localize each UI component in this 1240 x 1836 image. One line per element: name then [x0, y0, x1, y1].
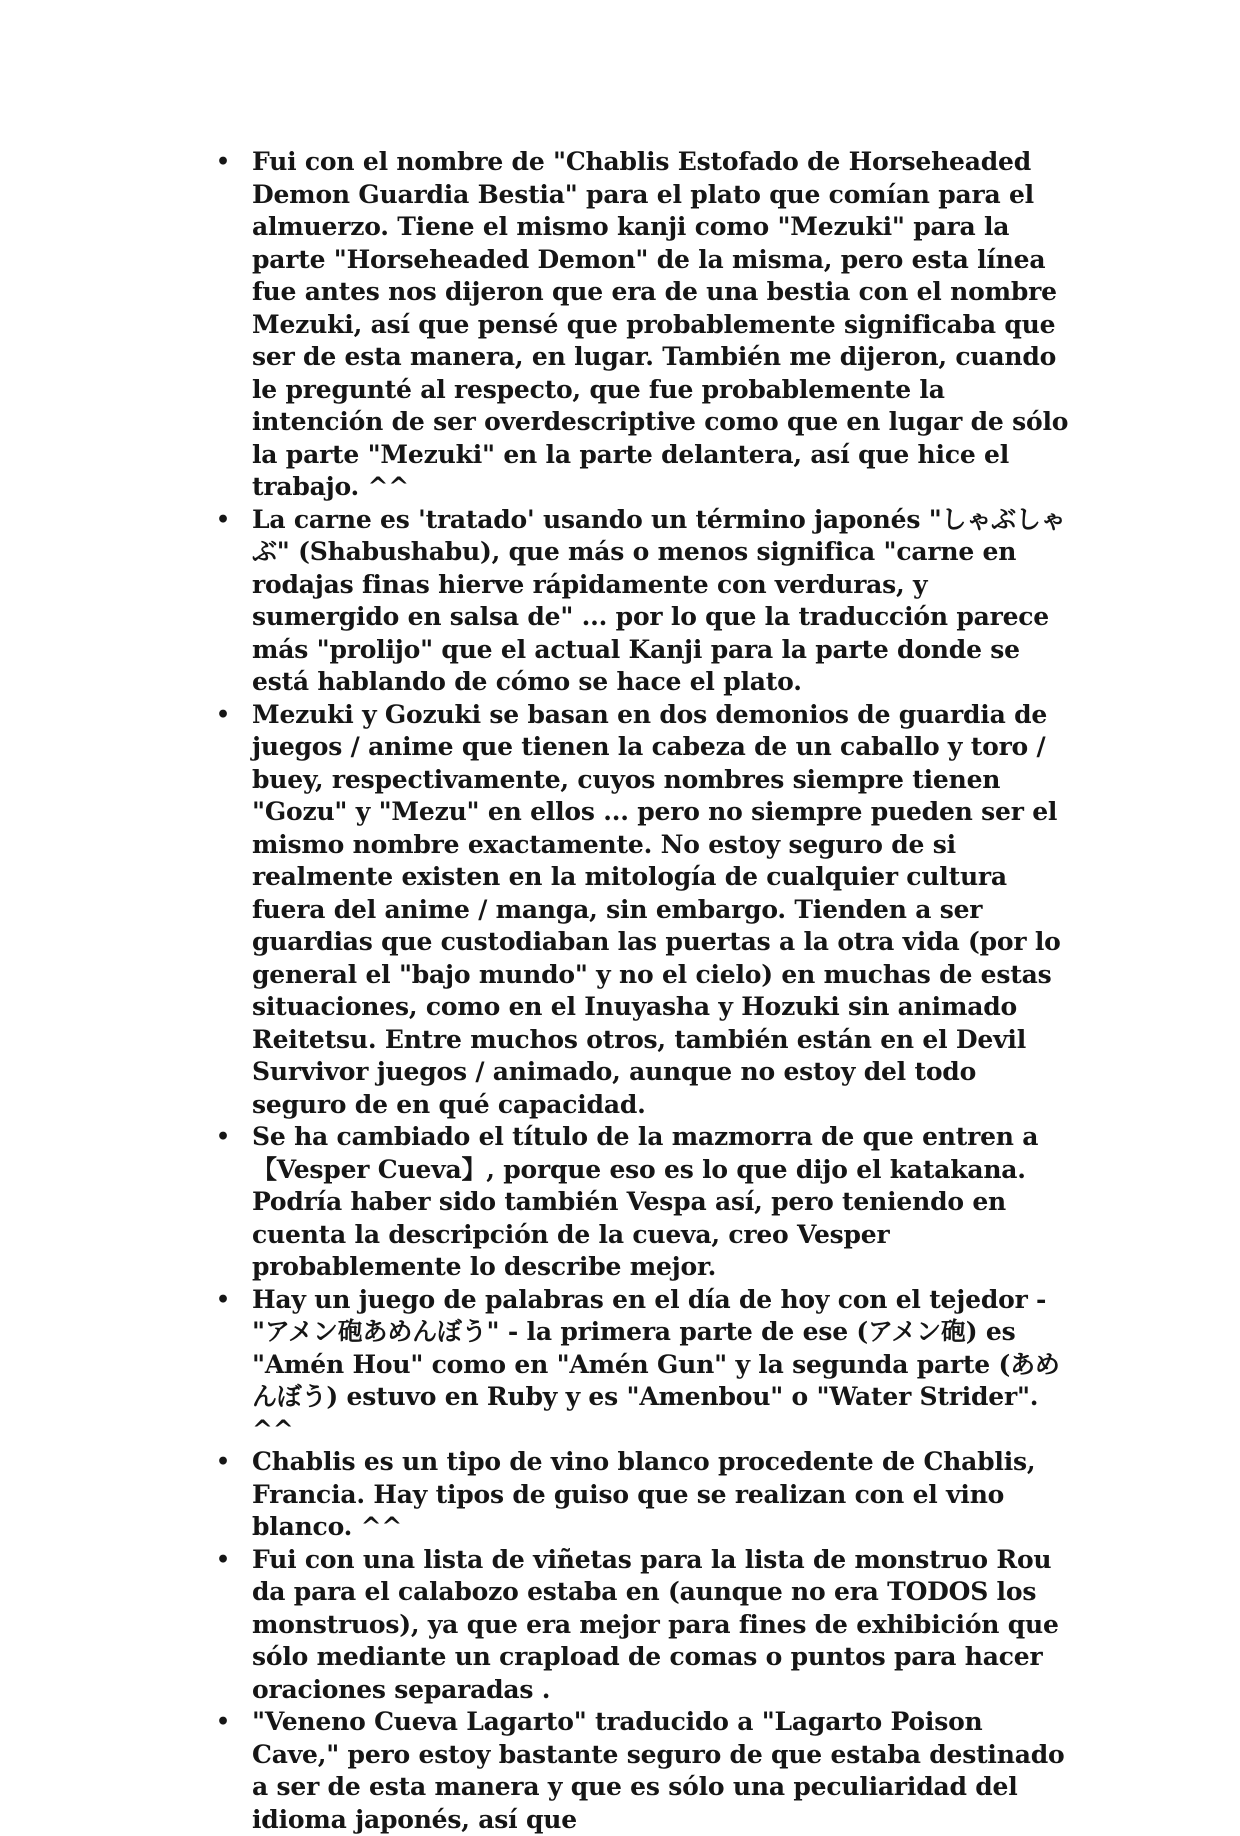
note-text: Fui con el nombre de "Chablis Estofado de Horseheaded Demon Guardia Bestia" para el plato que comían para el almuerzo. Tiene el mismo kanji como "Mezuki" para la parte "Horseheaded Demon" de la misma, pero esta línea fue antes nos dijeron que era de una bestia con el nombre Mezuki, así que pensé que probablemente significaba que ser de esta manera, en lugar. También me dijeron, cuando le pregunté al respecto, que fue probablemente la intención de ser overdescriptive como que en lugar de sólo la parte "Mezuki" en la parte delantera, así que hice el trabajo. ^^: [252, 147, 1069, 501]
list-item: [214, 1284, 1072, 1447]
note-text: Se ha cambiado el título de la mazmorra de que entren a 【Vesper Cueva】, porque eso es lo que dijo el katakana. Podría haber sido también Vespa así, pero teniendo en cuenta la descripción de la cueva, creo Vesper probablemente lo describe mejor.: [252, 1122, 1039, 1281]
note-text: Chablis es un tipo de vino blanco procedente de Chablis, Francia. Hay tipos de guiso que se realizan con el vino blanco. ^^: [252, 1447, 1036, 1541]
bullet-icon: •: [216, 1124, 230, 1150]
list-item: [214, 146, 1072, 504]
bullet-icon: •: [216, 1286, 230, 1313]
note-text: Fui con una lista de viñetas para la lista de monstruo Rou da para el calabozo estaba en (aunque no era TODOS los monstruos), ya que era mejor para fines de exhibición que sólo mediante un crapload de comas o puntos para hacer oraciones separadas .: [252, 1544, 1059, 1704]
note-text: "Veneno Cueva Lagarto" traducido a "Lagarto Poison Cave," pero estoy bastante seguro de que estaba destinado a ser de esta manera y que es sólo una peculiaridad del idioma japonés, así que: [252, 1707, 1065, 1834]
bullet-icon: •: [216, 1449, 230, 1475]
bullet-icon: •: [216, 1709, 230, 1735]
bullet-icon: •: [216, 506, 230, 533]
bullet-icon: •: [216, 701, 230, 728]
bullet-icon: •: [216, 149, 230, 175]
translator-notes-list: [214, 146, 1072, 1836]
list-item: [214, 1706, 1072, 1836]
list-item: [214, 699, 1072, 1122]
list-item: [214, 504, 1072, 699]
bullet-icon: •: [216, 1546, 230, 1573]
note-text: Hay un juego de palabras en el día de hoy con el tejedor - "アメン砲あめんぼう" - la primera parte de ese (アメン砲) es "Amén Hou" como en "Amén Gun" y la segunda parte (あめんぼう) estuvo en Ruby y es "Amenbou" o "Water Strider". ^^: [252, 1284, 1060, 1444]
list-item: [214, 1544, 1072, 1707]
list-item: [214, 1121, 1072, 1284]
note-text: Mezuki y Gozuki se basan en dos demonios de guardia de juegos / anime que tienen la cabeza de un caballo y toro / buey, respectivamente, cuyos nombres siempre tienen "Gozu" y "Mezu" en ellos ... pero no siempre pueden ser el mismo nombre exactamente. No estoy seguro de si realmente existen en la mitología de cualquier cultura fuera del anime / manga, sin embargo. Tienden a ser guardias que custodiaban las puertas a la otra vida (por lo general el "bajo mundo" y no el cielo) en muchas de estas situaciones, como en el Inuyasha y Hozuki sin animado Reitetsu. Entre muchos otros, también están en el Devil Survivor juegos / animado, aunque no estoy del todo seguro de en qué capacidad.: [252, 699, 1061, 1119]
note-text: La carne es 'tratado' usando un término japonés "しゃぶしゃぶ" (Shabushabu), que más o menos significa "carne en rodajas finas hierve rápidamente con verduras, y sumergido en salsa de" ... por lo que la traducción parece más "prolijo" que el actual Kanji para la parte donde se está hablando de cómo se hace el plato.: [252, 504, 1066, 696]
list-item: [214, 1446, 1072, 1544]
